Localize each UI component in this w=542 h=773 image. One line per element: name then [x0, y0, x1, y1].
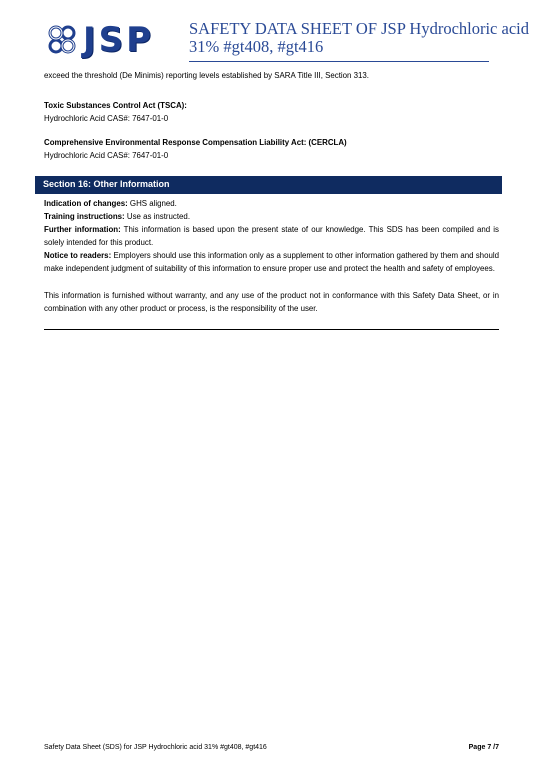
- page-number: Page 7 /7: [468, 744, 499, 751]
- training-value: Use as instructed.: [124, 212, 191, 221]
- further-label: Further information:: [44, 225, 121, 234]
- further-information: [44, 223, 499, 249]
- tsca-heading: Toxic Substances Control Act (TSCA):: [44, 101, 187, 110]
- notice-to-readers: [44, 249, 499, 275]
- notice-value: Employers should use this information only as a supplement to other information gathered by them and should make independent judgment of suitability of this information to ensure proper use and protect the health and safety of employees.: [44, 251, 499, 273]
- further-value: This information is based upon the present state of our knowledge. This SDS has been compiled and is solely intended for this product.: [44, 225, 499, 247]
- header-divider: [189, 61, 489, 62]
- cercla-heading: Comprehensive Environmental Response Compensation Liability Act: (CERCLA): [44, 138, 347, 147]
- training-instructions: [44, 210, 499, 223]
- logo-wordmark: JSP: [83, 20, 155, 60]
- section-16-title: Section 16: Other Information: [43, 179, 170, 189]
- cercla-value: Hydrochloric Acid CAS#: 7647-01-0: [44, 151, 169, 160]
- indication-value: GHS aligned.: [127, 199, 177, 208]
- section-end-divider: [44, 329, 499, 330]
- disclaimer-paragraph: This information is furnished without warranty, and any use of the product not in conformance with this Safety Data Sheet, or in combination with any other product or process, is the responsibility of the user.: [44, 291, 499, 313]
- training-label: Training instructions:: [44, 212, 125, 221]
- company-logo: [44, 22, 174, 62]
- indication-label: Indication of changes:: [44, 199, 128, 208]
- tsca-value: Hydrochloric Acid CAS#: 7647-01-0: [44, 114, 169, 123]
- document-title: SAFETY DATA SHEET OF JSP Hydrochloric acid 31% #gt408, #gt416: [189, 19, 529, 56]
- logo-knot-icon: [44, 22, 80, 58]
- continued-paragraph: exceed the threshold (De Minimis) reporting levels established by SARA Title III, Section 313.: [44, 71, 369, 80]
- section-16-header: [35, 176, 502, 194]
- footer-document-name: Safety Data Sheet (SDS) for JSP Hydrochloric acid 31% #gt408, #gt416: [44, 744, 267, 751]
- page-header: [0, 0, 542, 62]
- indication-of-changes: [44, 197, 499, 210]
- notice-label: Notice to readers:: [44, 251, 112, 260]
